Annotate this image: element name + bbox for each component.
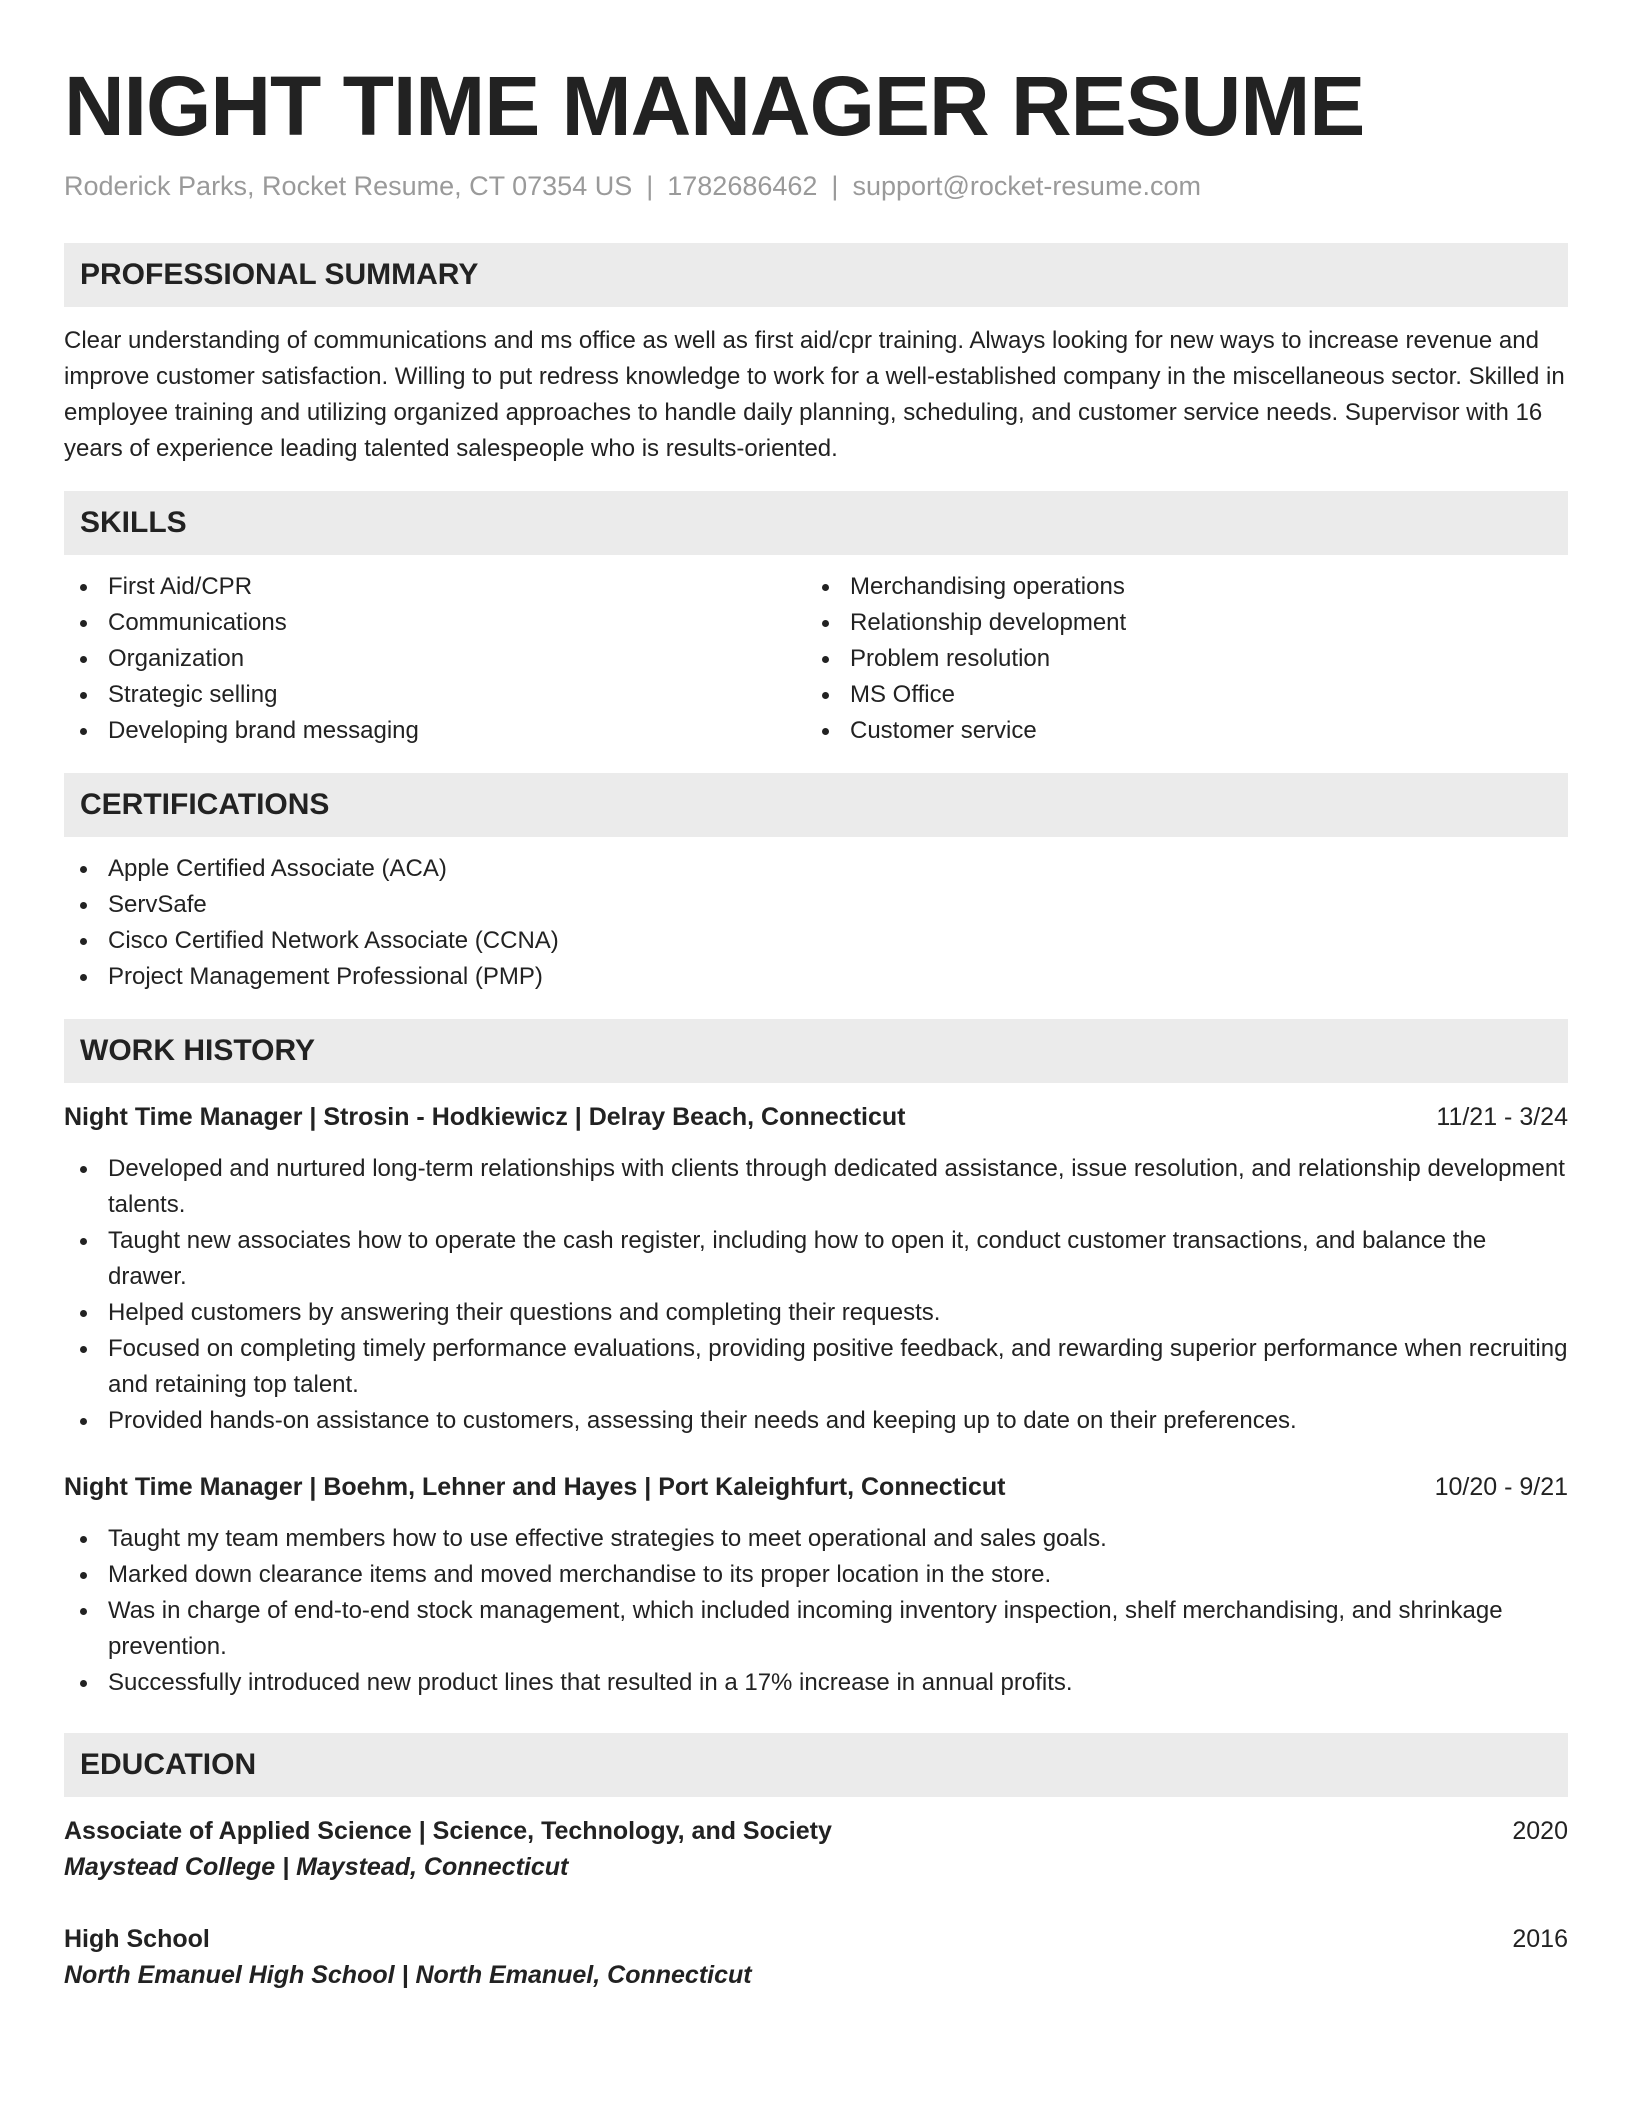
skill-item: Relationship development [806, 605, 1548, 641]
education-entry [64, 1813, 1568, 1885]
education-header [64, 1921, 1568, 1957]
resume-page [64, 52, 1568, 1993]
education-year: 2016 [1512, 1925, 1568, 1953]
job-entry [64, 1469, 1568, 1701]
job-dates: 10/20 - 9/21 [1434, 1473, 1568, 1501]
summary-heading: PROFESSIONAL SUMMARY [64, 243, 1568, 307]
job-bullet: Focused on completing timely performance evaluations, providing positive feedback, and rewarding superior performance when recruiting and retaining top talent. [64, 1331, 1568, 1403]
education-degree: High School [64, 1925, 210, 1953]
skill-item: Developing brand messaging [64, 713, 806, 749]
education-degree: Associate of Applied Science | Science, Technology, and Society [64, 1817, 832, 1845]
education-year: 2020 [1512, 1817, 1568, 1845]
skill-item: Strategic selling [64, 677, 806, 713]
contact-separator: | [831, 171, 839, 201]
summary-text: Clear understanding of communications and ms office as well as first aid/cpr training. Always looking for new ways to increase revenue and improve customer satisfaction. Willing to put redress knowledge to work for a well-established company in the miscellaneous sector. Skilled in employee training and utilizing organized approaches to handle daily planning, scheduling, and customer service needs. Supervisor with 16 years of experience leading talented salespeople who is results-oriented. [64, 327, 1565, 462]
education-school: Maystead College | Maystead, Connecticut [64, 1853, 569, 1881]
skill-item: Organization [64, 641, 806, 677]
job-bullet: Taught new associates how to operate the cash register, including how to open it, conduct customer transactions, and balance the drawer. [64, 1223, 1568, 1295]
skills-list [64, 569, 1568, 749]
resume-title: NIGHT TIME MANAGER RESUME [64, 59, 1365, 153]
job-dates: 11/21 - 3/24 [1436, 1103, 1568, 1131]
skills-heading: SKILLS [64, 491, 1568, 555]
certification-item: Project Management Professional (PMP) [64, 959, 1568, 995]
job-header [64, 1099, 1568, 1135]
contact-phone: 1782686462 [667, 171, 818, 201]
job-title: Night Time Manager | Strosin - Hodkiewicz | Delray Beach, Connecticut [64, 1103, 906, 1131]
job-title: Night Time Manager | Boehm, Lehner and Hayes | Port Kaleighfurt, Connecticut [64, 1473, 1006, 1501]
contact-line [64, 166, 1568, 206]
certification-item: ServSafe [64, 887, 1568, 923]
skill-item: Customer service [806, 713, 1548, 749]
skills-column-left [64, 569, 806, 749]
job-bullet: Marked down clearance items and moved merchandise to its proper location in the store. [64, 1557, 1568, 1593]
contact-address: Roderick Parks, Rocket Resume, CT 07354 US [64, 171, 633, 201]
skill-item: MS Office [806, 677, 1548, 713]
skill-item: Problem resolution [806, 641, 1548, 677]
contact-separator: | [646, 171, 654, 201]
work-history-heading: WORK HISTORY [64, 1019, 1568, 1083]
job-bullet: Helped customers by answering their questions and completing their requests. [64, 1295, 1568, 1331]
education-school: North Emanuel High School | North Emanuel, Connecticut [64, 1961, 752, 1989]
certification-item: Cisco Certified Network Associate (CCNA) [64, 923, 1568, 959]
job-header [64, 1469, 1568, 1505]
skills-column-right [806, 569, 1548, 749]
education-heading: EDUCATION [64, 1733, 1568, 1797]
education-header [64, 1813, 1568, 1849]
certification-item: Apple Certified Associate (ACA) [64, 851, 1568, 887]
skill-item: First Aid/CPR [64, 569, 806, 605]
job-bullet: Developed and nurtured long-term relationships with clients through dedicated assistance, issue resolution, and relationship development talents. [64, 1151, 1568, 1223]
education-entry [64, 1921, 1568, 1993]
certifications-heading: CERTIFICATIONS [64, 773, 1568, 837]
certifications-list [64, 851, 1568, 995]
job-bullet: Successfully introduced new product lines that resulted in a 17% increase in annual profits. [64, 1665, 1568, 1701]
job-bullet: Taught my team members how to use effective strategies to meet operational and sales goals. [64, 1521, 1568, 1557]
job-bullet: Provided hands-on assistance to customers, assessing their needs and keeping up to date on their preferences. [64, 1403, 1568, 1439]
job-bullets [64, 1151, 1568, 1439]
job-bullet: Was in charge of end-to-end stock management, which included incoming inventory inspection, shelf merchandising, and shrinkage prevention. [64, 1593, 1568, 1665]
contact-email: support@rocket-resume.com [852, 171, 1201, 201]
skill-item: Merchandising operations [806, 569, 1548, 605]
skill-item: Communications [64, 605, 806, 641]
job-entry [64, 1099, 1568, 1439]
job-bullets [64, 1521, 1568, 1701]
